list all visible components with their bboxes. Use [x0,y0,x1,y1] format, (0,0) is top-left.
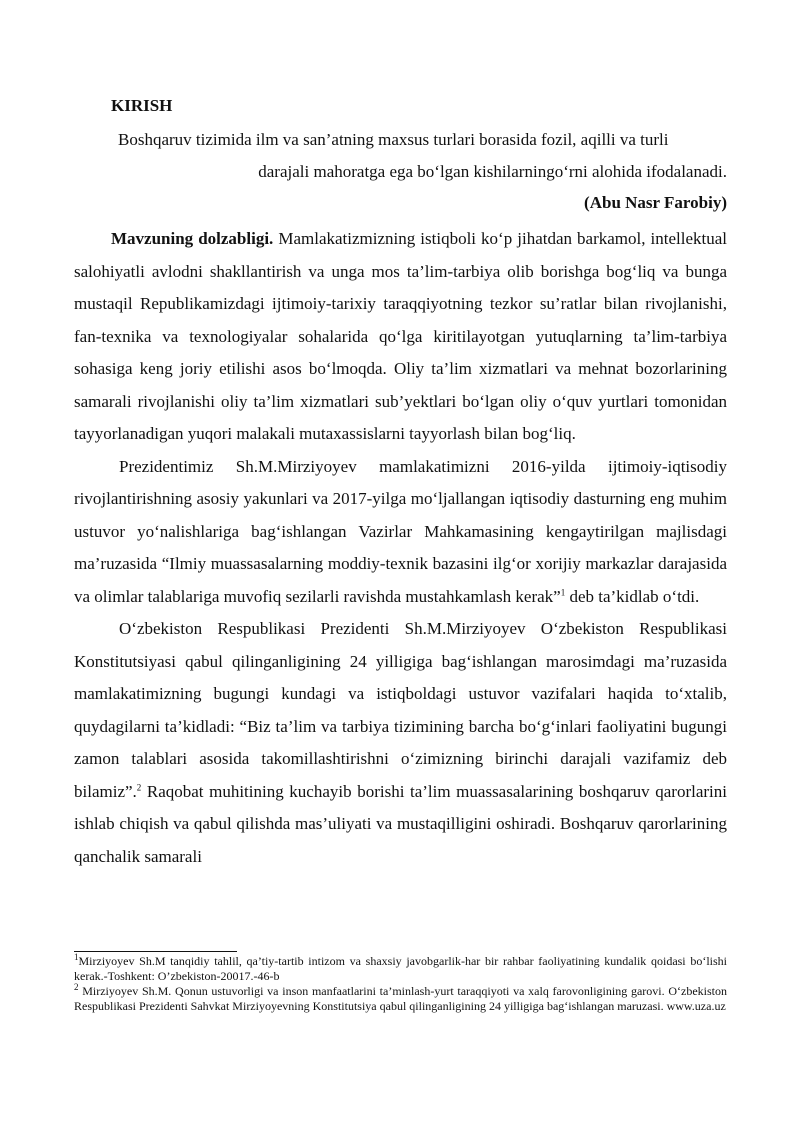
footnote-ref-1[interactable]: 1 [560,586,566,597]
paragraph-lead: Mavzuning dolzabligi. [111,229,274,248]
paragraph-president-quote [74,451,727,614]
section-heading: KIRISH [111,96,173,115]
footnote-mark: 2 [74,982,79,992]
body-text [74,223,727,873]
footnote-text: Mirziyoyev Sh.M. Qonun ustuvorligi va inson manfaatlarini ta’minlash-yurt taraqqiyoti va xalq farovonligining garovi. O‘zbekiston Respublikasi Prezidenti Sahvkat Mirziyoyevning Konstitutsiya qabul qilinganligining 24 yilligiga bag‘ishlangan maruzasi. www.uza.uz [74,984,727,1013]
paragraph-text: Mamlakatizmizning istiqboli ko‘p jihatdan barkamol, intellektual salohiyatli avlodni shakllantirish va unga mos ta’lim-tarbiya olib borishga bog‘liq va bunga mustaqil Republikamizdagi ijtimoiy-tarixiy taraqqiyotning tezkor su’ratlar bilan rivojlanishi, fan-texnika va texnologiyalar sohalarida qo‘lga kiritilayotgan yutuqlarning ta’lim-tarbiya sohasiga keng joriy etilishi asos bo‘lmoqda. Oliy ta’lim xizmatlari va mehnat bozorlarining samarali rivojlanishi oliy ta’lim xizmatlari sub’yektlari bo‘lgan oliy o‘quv yurtlari tomonidan tayyorlanadigan yuqori malakali mutaxassislarni tayyorlash bilan bog‘liq. [74,229,727,443]
paragraph-text: Prezidentimiz Sh.M.Mirziyoyev mamlakatimizni 2016-yilda ijtimoiy-iqtisodiy rivojlantirishning asosiy yakunlari va 2017-yilga mo‘ljallangan iqtisodiy dasturning eng muhim ustuvor yo‘nalishlariga bag‘ishlangan Vazirlar Mahkamasining kengaytirilgan majlisdagi ma’ruzasida “Ilmiy muassasalarning moddiy-texnik bazasini ilg‘or xorijiy markazlar darajasida va olimlar talablariga muvofiq sezilarli ravishda mustahkamlash kerak” [74,456,727,606]
footnote-separator [74,951,237,952]
epigraph [74,124,727,219]
paragraph-text-after: Raqobat muhitining kuchayib borishi ta’lim muassasalarining boshqaruv qarorlarini ishlab chiqish va qabul qilishda mas’uliyati va mustaqilligini oshiradi. Boshqaruv qarorlarining qanchalik samarali [74,781,727,866]
footnote-2 [74,984,727,1013]
footnote-1 [74,954,727,983]
footnote-mark: 1 [74,952,79,962]
paragraph-relevance [74,223,727,451]
footnote-ref-2[interactable]: 2 [136,781,142,792]
epigraph-author: (Abu Nasr Farobiy) [584,193,727,212]
footnotes [74,954,727,1014]
footnote-text: Mirziyoyev Sh.M tanqidiy tahlil, qa’tiy-tartib intizom va shaxsiy javobgarlik-har bir rahbar faoliyatining kundalik qoidasi bo‘lishi kerak.-Toshkent: O’zbekiston-20017.-46-b [74,954,727,983]
epigraph-line-1: Boshqaruv tizimida ilm va san’atning maxsus turlari borasida fozil, aqilli va turli [118,130,669,149]
paragraph-text: O‘zbekiston Respublikasi Prezidenti Sh.M.Mirziyoyev O‘zbekiston Respublikasi Konstitutsiyasi qabul qilinganligining 24 yilligiga bag‘ishlangan marosimdagi ma’ruzasida mamlakatimizning bugungi kundagi va istiqboldagi ustuvor vazifalari haqida to‘xtalib, quydagilarni ta’kidladi: “Biz ta’lim va tarbiya tizimining barcha bo‘g‘inlari faoliyatini bugungi zamon talablari asosida takomillashtirishni o‘zimizning birinchi darajali vazifamiz deb bilamiz”. [74,619,727,801]
paragraph-text-after: deb ta’kidlab o‘tdi. [565,586,700,606]
epigraph-line-2: darajali mahoratga ega bo‘lgan kishilarningo‘rni alohida ifodalanadi. [258,161,727,181]
paragraph-constitution-speech [74,613,727,873]
